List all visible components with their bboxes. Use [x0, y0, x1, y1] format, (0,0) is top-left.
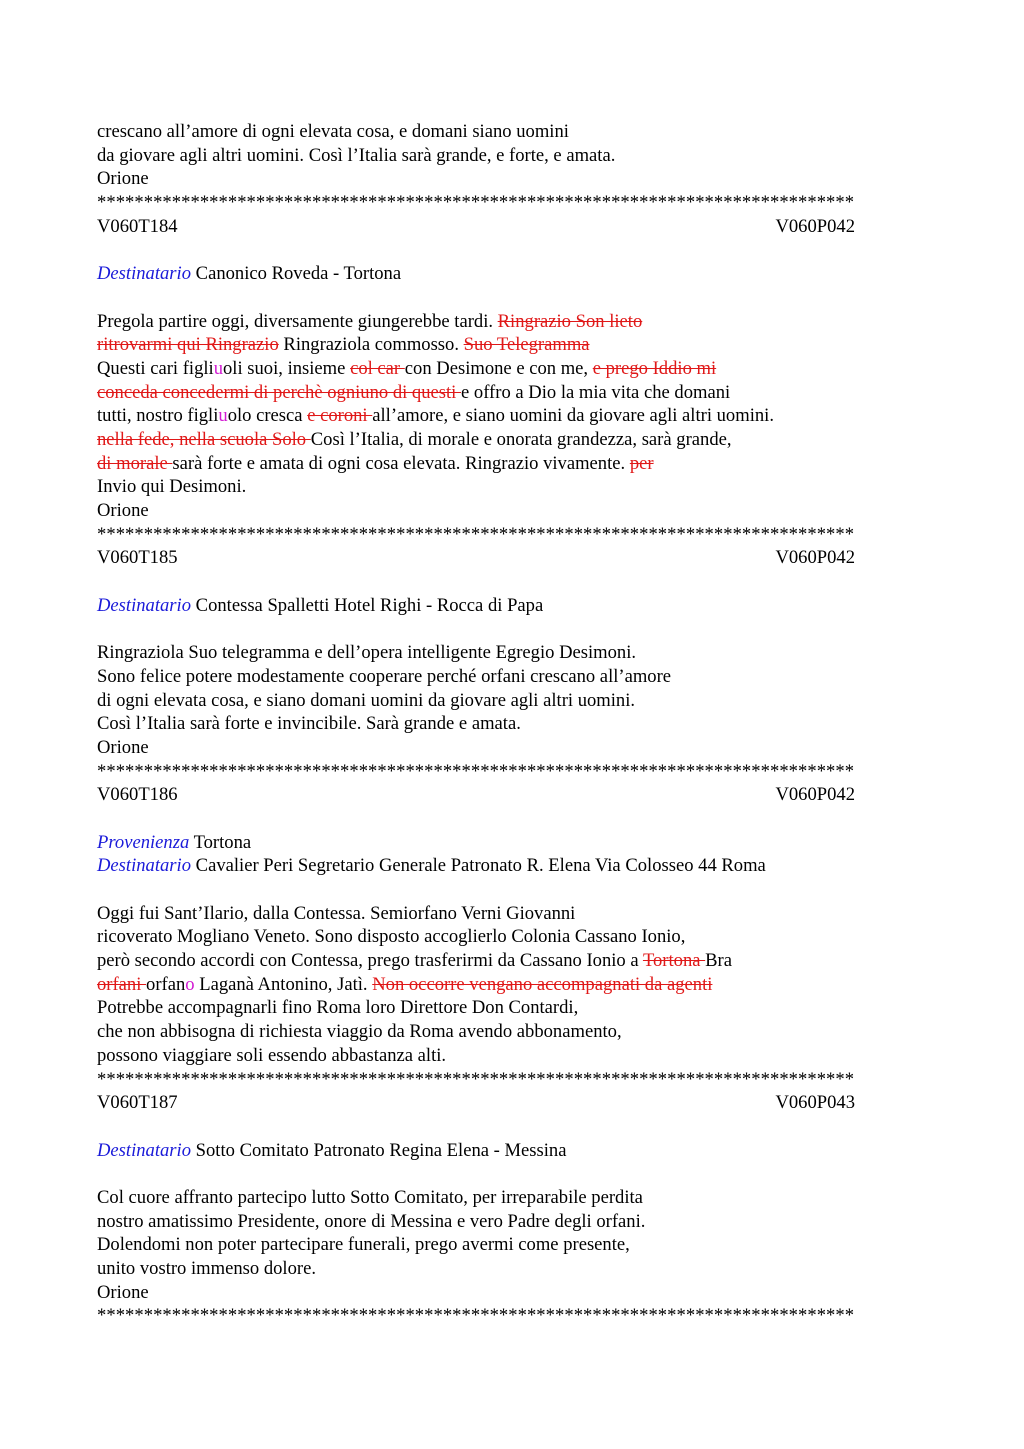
document-page [97, 120, 927, 1328]
body-line: tutti, nostro figliuolo cresca e coroni all’amore, e siano uomini da giovare agli altri uomini. [97, 405, 774, 427]
deleted-text: Non occorre vengano accompagnati da agenti [372, 973, 713, 995]
deleted-text: col car [350, 357, 405, 379]
recipient-line [97, 262, 927, 286]
deleted-text: nella fede, nella scuola Solo [97, 428, 311, 450]
body-line: orfani orfano Laganà Antonino, Jatì. Non occorre vengano accompagnati da agenti [97, 973, 713, 995]
page-id: V060P042 [775, 215, 855, 237]
inserted-letter: u [218, 405, 228, 427]
record-header [97, 546, 855, 570]
page-id: V060P043 [775, 1092, 855, 1114]
body-line: nostro amatissimo Presidente, onore di Messina e vero Padre degli orfani. [97, 1210, 646, 1232]
body-line: da giovare agli altri uomini. Così l’Italia sarà grande, e forte, e amata. [97, 144, 616, 166]
deleted-text: orfani [97, 973, 147, 995]
page-id: V060P042 [775, 547, 855, 569]
recipient-label: Destinatario [97, 1139, 192, 1161]
separator: ********************************************************************************* [97, 1305, 855, 1327]
body-line: Invio qui Desimoni. [97, 476, 247, 498]
body-line: Sono felice potere modestamente cooperare perché orfani crescano all’amore [97, 665, 672, 687]
origin: Tortona [193, 831, 252, 853]
recipient: Cavalier Peri Segretario Generale Patronato R. Elena Via Colosseo 44 Roma [195, 855, 766, 877]
body-line: ricoverato Mogliano Veneto. Sono disposto accoglierlo Colonia Cassano Ionio, [97, 926, 686, 948]
body-line: Così l’Italia sarà forte e invincibile. Sarà grande e amata. [97, 713, 521, 735]
recipient: Canonico Roveda - Tortona [195, 263, 402, 285]
signature: Orione [97, 736, 149, 758]
body-line: nella fede, nella scuola Solo Così l’Italia, di morale e onorata grandezza, sarà grande, [97, 428, 732, 450]
deleted-text: Suo Telegramma [463, 334, 590, 356]
origin-label: Provenienza [97, 831, 190, 853]
recipient-line [97, 1139, 927, 1163]
signature: Orione [97, 500, 149, 521]
body-line: ritrovarmi qui Ringrazio Ringraziola commosso. Suo Telegramma [97, 334, 590, 356]
record-id: V060T185 [97, 547, 178, 569]
record-id: V060T186 [97, 784, 178, 806]
deleted-text: conceda concedermi di perchè ogniuno di questi [97, 381, 461, 403]
inserted-letter: u [213, 357, 223, 379]
body-line: unito vostro immenso dolore. [97, 1258, 316, 1279]
record-id: V060T187 [97, 1092, 178, 1114]
body-line: Oggi fui Sant’Ilario, dalla Contessa. Semiorfano Verni Giovanni [97, 902, 576, 924]
body-line: conceda concedermi di perchè ogniuno di questi e offro a Dio la mia vita che domani [97, 381, 731, 403]
body-line: Ringraziola Suo telegramma e dell’opera intelligente Egregio Desimoni. [97, 642, 637, 664]
body-line: possono viaggiare soli essendo abbastanza alti. [97, 1044, 447, 1066]
record-header [97, 215, 855, 239]
recipient-label: Destinatario [97, 263, 192, 285]
body-line: Potrebbe accompagnarli fino Roma loro Direttore Don Contardi, [97, 997, 579, 1019]
recipient-line [97, 594, 927, 618]
signature: Orione [97, 1281, 149, 1303]
deleted-text: per [629, 452, 654, 474]
deleted-text: Tortona [642, 950, 706, 972]
origin-line [97, 831, 927, 855]
recipient-line [97, 854, 927, 878]
deleted-text: e prego Iddio mi [592, 357, 717, 379]
recipient-label: Destinatario [97, 594, 192, 616]
deleted-text: di morale [97, 452, 173, 474]
body-line: Questi cari figliuoli suoi, insieme col car con Desimone e con me, e prego Iddio mi [97, 357, 717, 379]
record-id: V060T184 [97, 215, 178, 237]
deleted-text: e coroni [307, 405, 373, 427]
body-line: Col cuore affranto partecipo lutto Sotto Comitato, per irreparabile perdita [97, 1186, 643, 1208]
record-header [97, 1091, 855, 1115]
separator: ********************************************************************************* [97, 192, 855, 214]
separator: ********************************************************************************* [97, 1068, 855, 1090]
recipient-label: Destinatario [97, 855, 192, 877]
body-line: Dolendomi non poter partecipare funerali, prego avermi come presente, [97, 1234, 630, 1256]
body-line: Pregola partire oggi, diversamente giungerebbe tardi. Ringrazio Son lieto [97, 310, 643, 332]
recipient: Sotto Comitato Patronato Regina Elena - Messina [195, 1139, 567, 1161]
body-line: di ogni elevata cosa, e siano domani uomini da giovare agli altri uomini. [97, 689, 636, 711]
deleted-text: ritrovarmi qui Ringrazio [97, 334, 279, 356]
body-line: crescano all’amore di ogni elevata cosa, e domani siano uomini [97, 121, 569, 142]
recipient: Contessa Spalletti Hotel Righi - Rocca di Papa [195, 594, 544, 616]
separator: ********************************************************************************* [97, 523, 855, 545]
record-header [97, 783, 855, 807]
deleted-text: Ringrazio Son lieto [497, 310, 643, 332]
body-line: di morale sarà forte e amata di ogni cosa elevata. Ringrazio vivamente. per [97, 452, 654, 474]
body-line: che non abbisogna di richiesta viaggio da Roma avendo abbonamento, [97, 1021, 622, 1043]
body-line: però secondo accordi con Contessa, prego trasferirmi da Cassano Ionio a Tortona Bra [97, 950, 733, 972]
inserted-letter: o [185, 973, 195, 995]
signature: Orione [97, 168, 149, 190]
page-id: V060P042 [775, 784, 855, 806]
separator: ********************************************************************************* [97, 760, 855, 782]
